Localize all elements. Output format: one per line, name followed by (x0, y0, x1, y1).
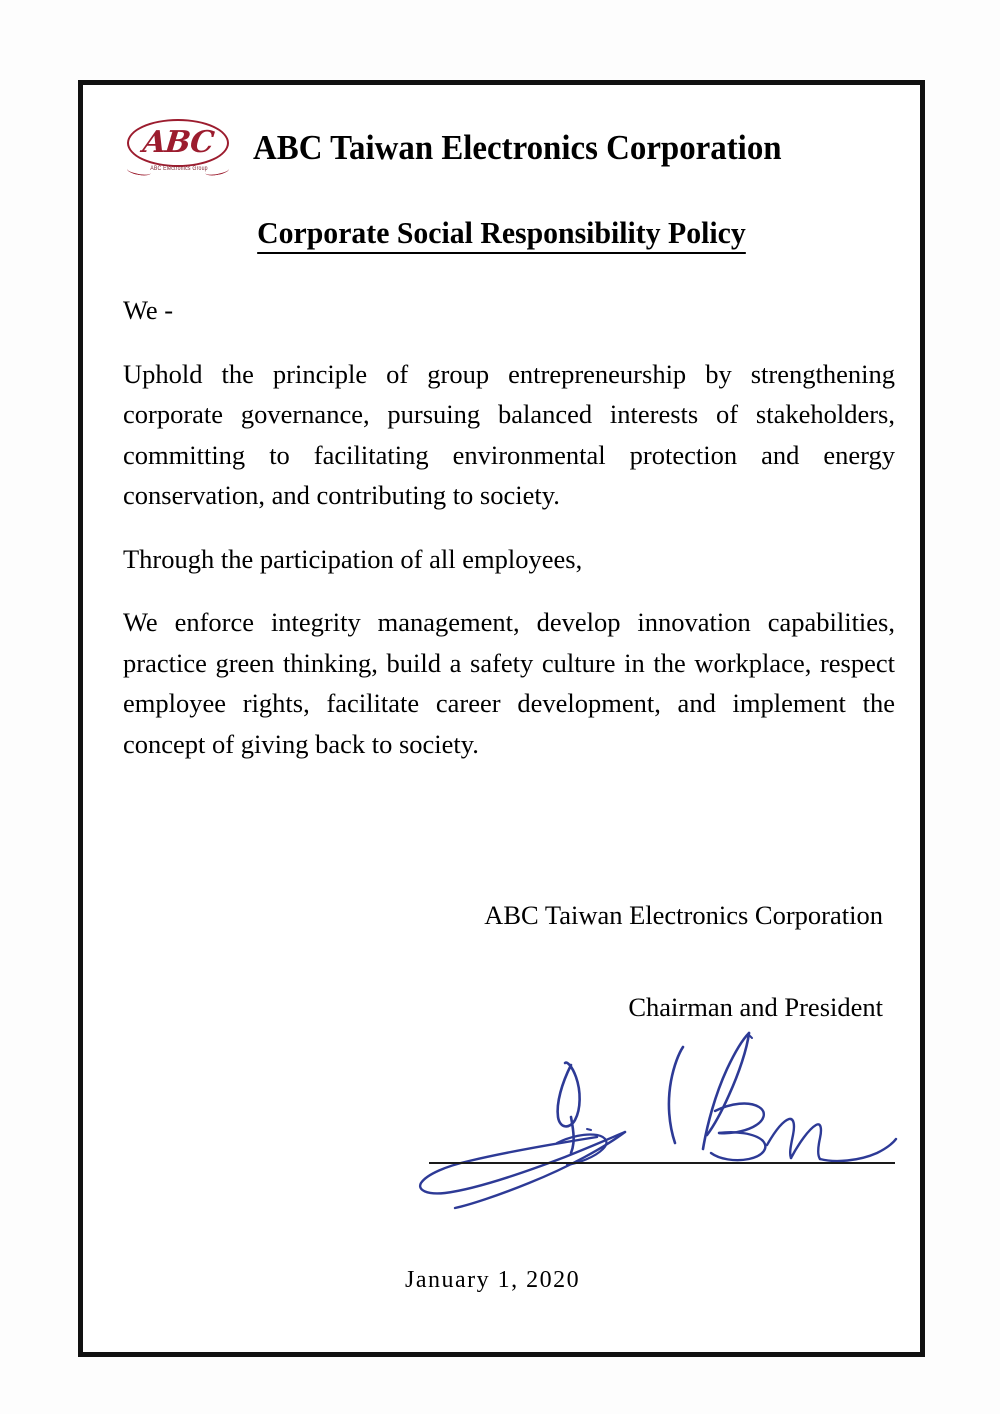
signature-line (429, 1162, 895, 1164)
handwritten-signature (419, 1025, 899, 1215)
policy-paragraph-transition: Through the participation of all employees, (123, 543, 583, 574)
logo-subtext: ABC Electronics Group (150, 165, 208, 173)
policy-body (123, 290, 895, 764)
company-name-heading: ABC Taiwan Electronics Corporation (253, 128, 782, 167)
page-title-text: Corporate Social Responsibility Policy (257, 215, 746, 254)
logo-abc-text: ABC (141, 125, 215, 160)
page-title (83, 215, 920, 254)
document-header (123, 109, 893, 187)
policy-paragraph-intro: We - (123, 295, 174, 325)
signature-role-title: Chairman and President (628, 992, 883, 1022)
abc-logo (123, 117, 241, 179)
policy-paragraph-2: We enforce integrity management, develop innovation capabilities, practice green thinking, build a safety culture in the workplace, respect employee rights, facilitate career development, and implement the concept of giving back to society. (123, 607, 895, 759)
signature-company-name: ABC Taiwan Electronics Corporation (484, 900, 883, 930)
document-date: January 1, 2020 (405, 1267, 581, 1293)
document-border-frame (78, 80, 925, 1357)
policy-paragraph-1: Uphold the principle of group entrepreneurship by strengthening corporate governance, pursuing balanced interests of stakeholders, committing to facilitating environmental protection and energy conservation, and contributing to society. (123, 358, 895, 510)
